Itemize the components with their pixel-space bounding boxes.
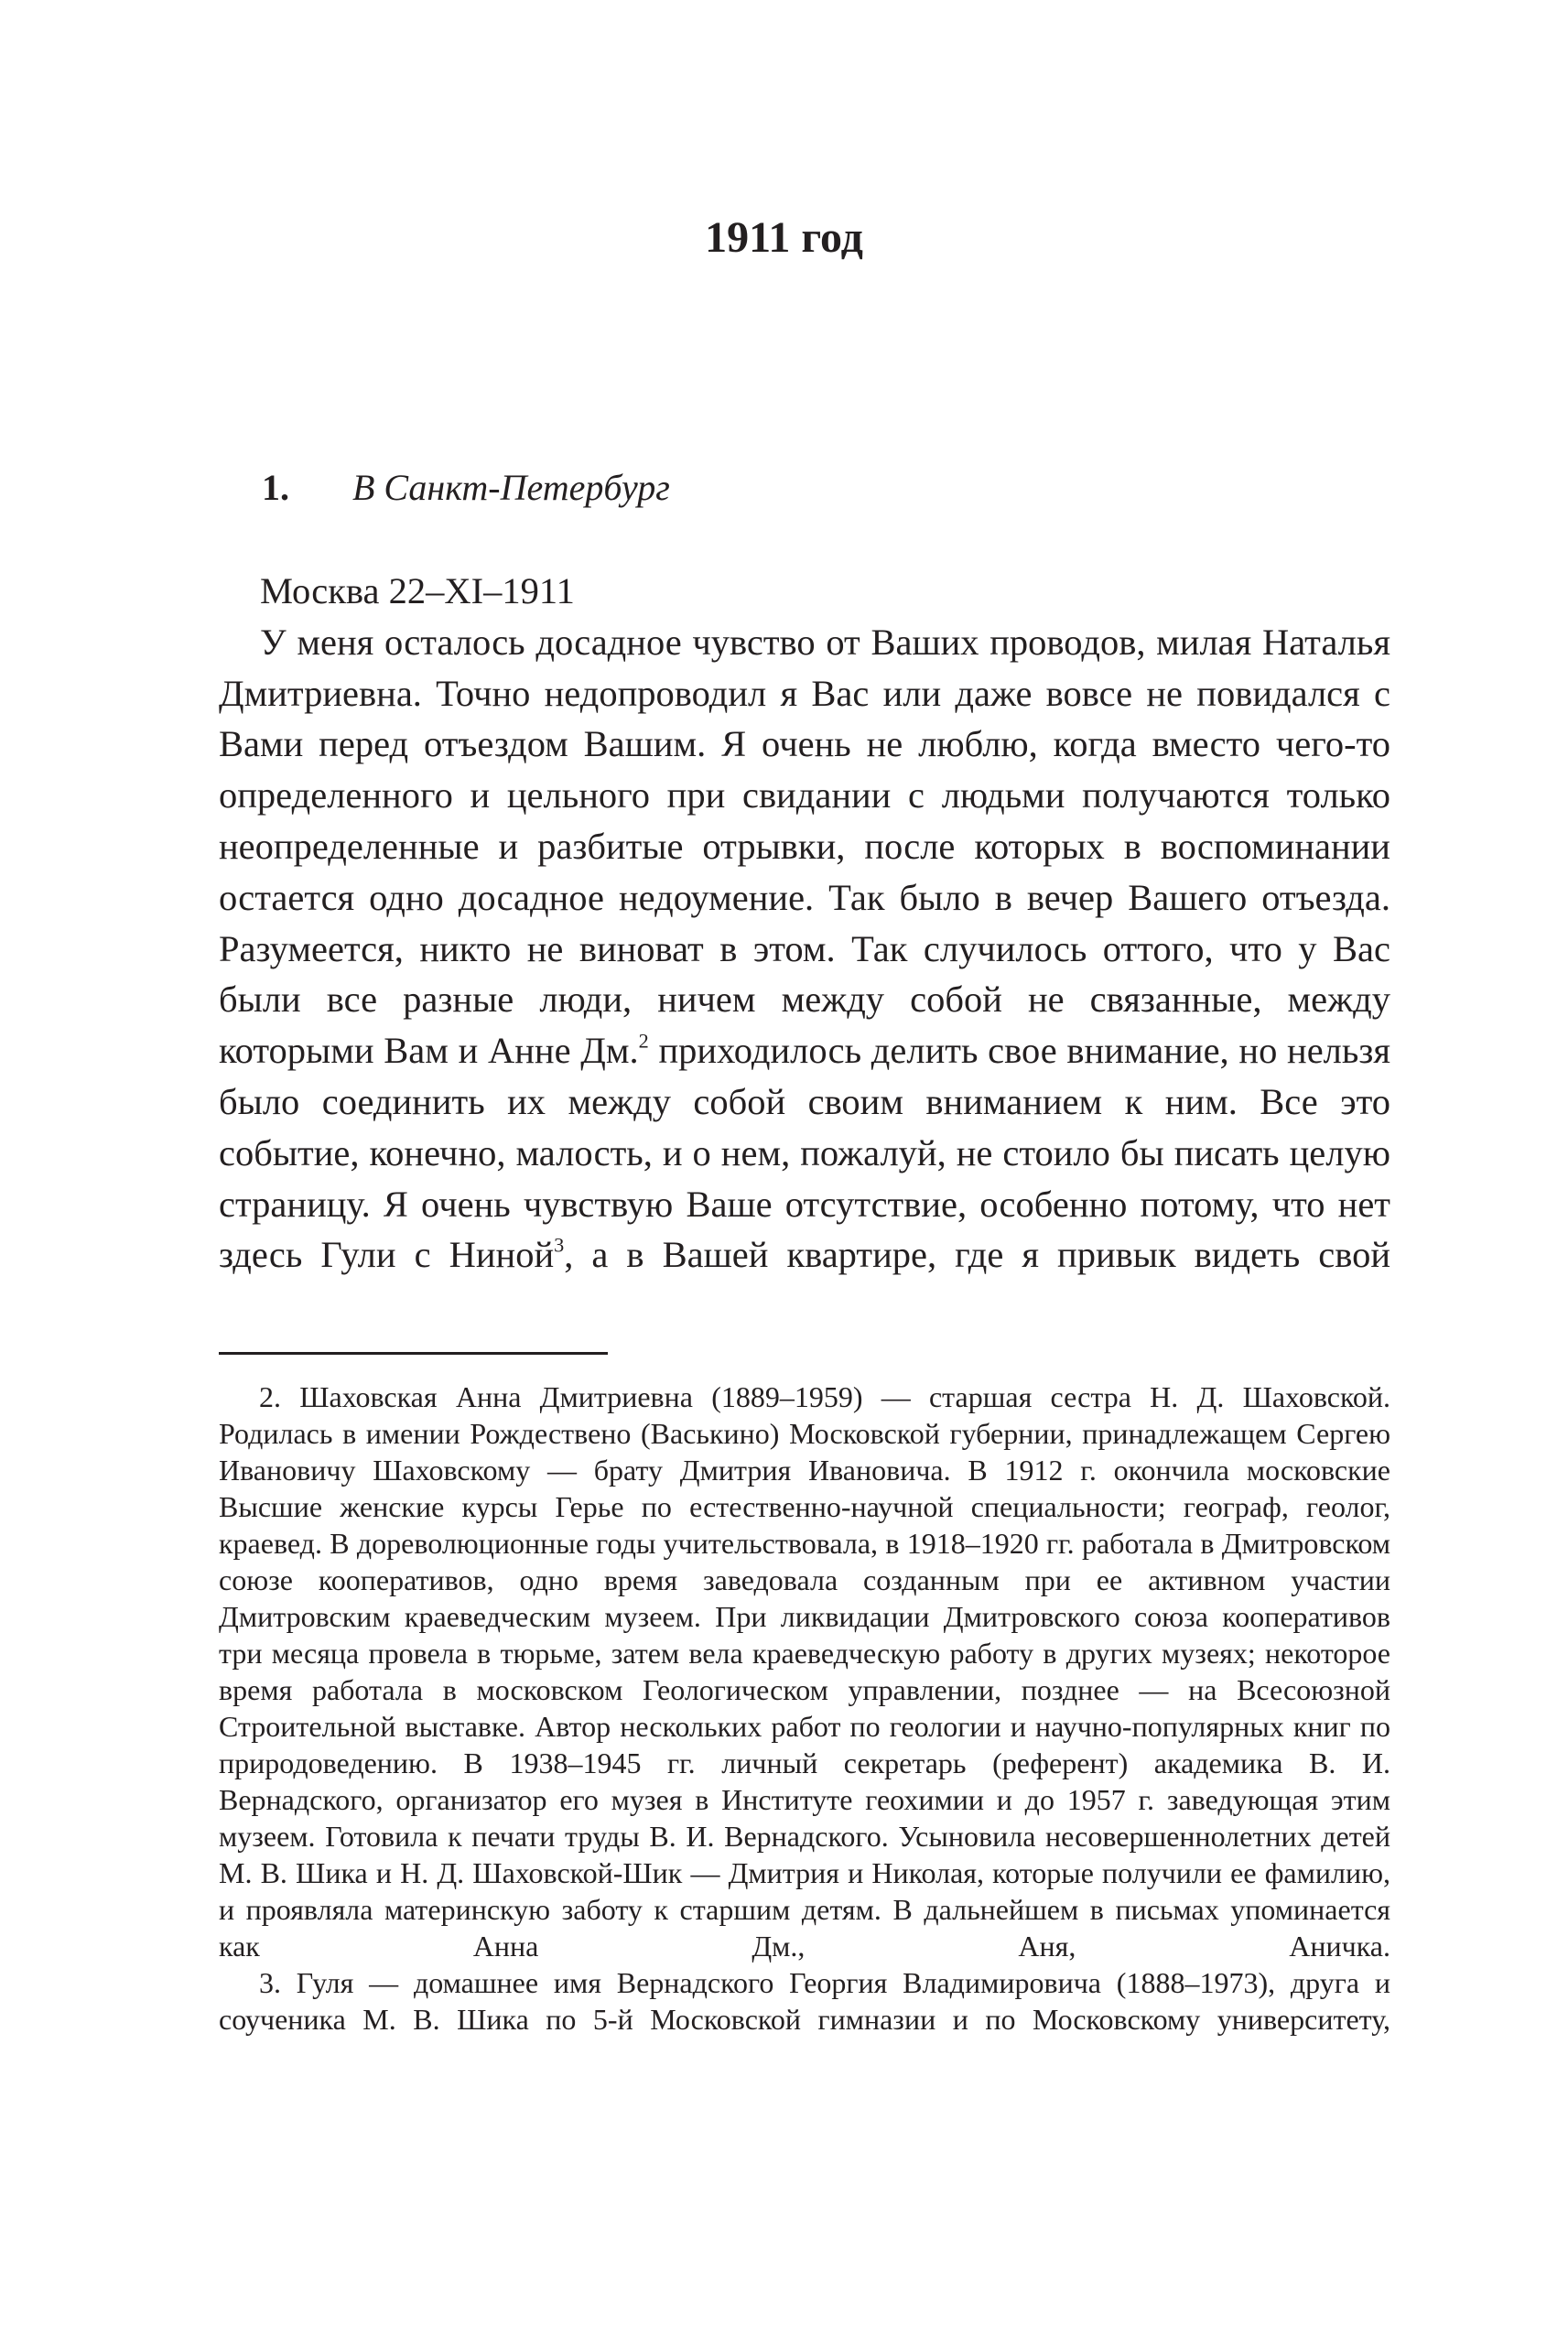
footnote-2: 2. Шаховская Анна Дмитриевна (1889–1959) — старшая сестра Н. Д. Шаховской. Родилась в имении Рождествено (Васькино) Московской губернии, принадлежащем Сергею Ивановичу Шаховскому — брату Дмитрия Ивановича. В 1912 г. окончила московские Высшие женские курсы Герье по естественно-научной специальности; географ, геолог, краевед. В дореволюционные годы учительствовала, в 1918–1920 гг. работала в Дмитровском союзе кооперативов, одно время заведовала созданным при ее активном участии Дмитровским краеведческим музеем. При ликвидации Дмитровского союза кооперативов три месяца провела в тюрьме, затем вела краеведческую работу в других музеях; некоторое время работала в московском Геологическом управлении, позднее — на Всесоюзной Строительной выставке. Автор нескольких работ по геологии и научно-популярных книг по природоведению. В 1938–1945 гг. личный секретарь (референт) академика В. И. Вернадского, организатор его музея в Институте геохимии и до 1957 г. заведующая этим музеем. Готовила к печати труды В. И. Вернадского. Усыновила несовершеннолетних детей М. В. Шика и Н. Д. Шаховской-Шик — Дмитрия и Николая, которые получили ее фамилию, и проявляла материнскую заботу к старшим детям. В дальнейшем в письмах упоминается как Анна Дм., Аня, Аничка. bbox=[219, 1380, 1390, 1963]
footnote-ref-2[interactable]: 2 bbox=[638, 1029, 649, 1053]
letter-text-part-2: приходилось делить свое внимание, но нельзя было соединить их между собой своим вниманием к ним. Все это событие, конечно, малость, и о нем, пожалуй, не стоило бы писать целую страницу. Я очень чувствую Ваше отсутствие, особенно потому, что нет здесь Гули с Ниной bbox=[219, 1030, 1390, 1276]
letter-body bbox=[219, 566, 1390, 1281]
letter-text-part-3: , а в Вашей квартире, где я привык видеть свой bbox=[564, 1234, 1390, 1276]
letter-address: В Санкт-Петербург bbox=[352, 467, 670, 508]
letter-text bbox=[219, 617, 1390, 1281]
footnote-3: 3. Гуля — домашнее имя Вернадского Георгия Владимировича (1888–1973), друга и соученика М. В. Шика по 5-й Московской гимназии и по Московскому университету, bbox=[219, 1966, 1390, 2036]
letter-dateline: Москва 22–XI–1911 bbox=[260, 570, 575, 611]
letter-text-part-1: У меня осталось досадное чувство от Ваших проводов, милая Наталья Дмитриевна. Точно недопроводил я Вас или даже вовсе не повидался с Вами перед отъездом Вашим. Я очень не люблю, когда вместо чего-то определенного и цельного при свидании с людьми получаются только неопределенные и разбитые отрывки, после которых в воспоминании остается одно досадное недоумение. Так было в вечер Вашего отъезда. Разумеется, никто не виноват в этом. Так случилось оттого, что у Вас были все разные люди, ничем между собой не связанные, между которыми Вам и Анне Дм. bbox=[219, 621, 1390, 1072]
chapter-title: 1911 год bbox=[705, 213, 863, 262]
letter-number: 1. bbox=[262, 467, 289, 508]
letter-heading bbox=[262, 465, 670, 511]
footnote-divider bbox=[219, 1352, 608, 1355]
footnote-ref-3[interactable]: 3 bbox=[554, 1233, 565, 1257]
footnotes bbox=[219, 1379, 1390, 2038]
